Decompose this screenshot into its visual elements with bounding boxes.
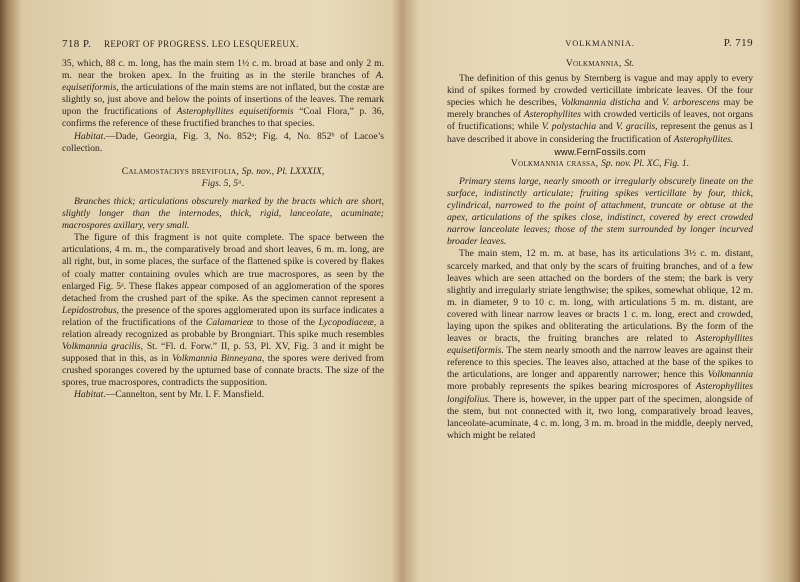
left-page-number: 718 P. <box>62 38 92 50</box>
left-text-3i: St. “Fl. d. Forw.” II, p. 53, Pl. XV, Fig. 3 and it might be supposed that in this, as in <box>62 341 384 365</box>
right-page-number: P. 719 <box>723 37 753 49</box>
right-text-1b: Volkmannia distichа <box>560 97 641 109</box>
right-text-3a: The main stem, 12 m. m. at base, has its articulations 3½ c. m. distant, scarcely marked, and that only by the scars of fruiting branches, and of a few leaves which are seen attached on the borders of the stem; the bark is very slightly and irregularly striate lengthwise; the spikes, somewhat oblique, 12 m. m. in diameter, 9 to 10 c. m. long, with articulations 5 m. m. distant, are covered with linear narrow leaves or bracts 1 c. m. long, erect and crowded, laying upon the spikes and obliterating the articulations. By the form of the leaves or bracts, the fruiting branches are related to <box>447 248 753 345</box>
species-title-right: Volkmannia crassa, <box>510 157 602 169</box>
left-page-body <box>62 58 384 402</box>
right-text-1c: and <box>640 97 663 109</box>
right-running-head: VOLKMANNIA. <box>565 38 635 48</box>
right-text-1j: V. gracilis, <box>615 121 658 133</box>
right-page <box>447 0 753 582</box>
right-text-1g: with crowded verticils of leaves, not organs of fructifications; while <box>447 109 753 133</box>
right-text-1l: Asterophyllites. <box>673 133 734 145</box>
left-page <box>62 0 384 582</box>
genus-author: St. <box>624 58 635 69</box>
left-page-header <box>62 38 384 52</box>
right-text-1i: and <box>596 121 616 133</box>
right-text-1f: Asterophyllites <box>523 109 582 121</box>
left-text-1e: “Coal Flora,” p. 36, confirms the reference of these fructified branches to that species. <box>62 106 384 130</box>
right-page-body <box>447 58 753 442</box>
left-running-head: REPORT OF PROGRESS. LEO LESQUEREUX. <box>103 39 299 49</box>
right-text-3b: Asterophyllites equisetiformis. <box>447 333 753 357</box>
right-page-header <box>447 38 753 52</box>
species-title-left: Calamostachys brevifolia, <box>121 165 242 177</box>
left-text-3k: the spores were derived from crushed sporanges covered by the upturned base of connate bracts. The size of the spores, true macrospores, contradicts the supposition. <box>62 353 384 389</box>
right-text-3e: more probably represents the spikes bearing microspores of <box>447 381 696 393</box>
left-text-3h: Volkmannia gracilis, <box>62 341 143 353</box>
right-text-3d: Volkmannia <box>707 369 753 381</box>
right-text-1d: V. arborescens <box>662 97 720 109</box>
left-text-1a: 35, which, 88 c. m. long, has the main stem 1½ c. m. broad at base and only 2 m. m. near the broken apex. In the fruiting as in the sterile branches of <box>62 58 384 82</box>
left-text-3b: Lepidostrobus, <box>62 304 119 316</box>
left-text-3e: to those of the <box>253 316 319 328</box>
right-text-1h: V. polystachia <box>541 121 597 133</box>
left-habitat-label-2: Habitat. <box>74 389 106 401</box>
left-text-3f: Lycopodiaceæ, <box>318 316 377 328</box>
left-habitat-2: —Cannelton, sent by Mr. I. F. Mansfield. <box>105 389 265 401</box>
left-text-1c: the articulations of the main stems are not inflated, but the costæ are slightly so, just above and below the points of insertions of the leaves. The remark upon the fructifications of <box>62 82 384 118</box>
left-habitat-label-1: Habitat. <box>74 130 106 142</box>
left-text-3j: Volkmannia Binneyana, <box>172 353 265 365</box>
species-ref-right: Sp. nov. Pl. XC, Fig. 1. <box>601 157 690 169</box>
genus-title: Volkmannia, <box>565 58 625 69</box>
left-text-3a: The figure of this fragment is not quite complete. The space between the articulations, 4 m. m., the comparatively broad and short leaves, 6 m. m. long, are all right, but, in some places, the surface of the flattened spike is covered by flakes of coaly matter containing ovules which are true macrospores, as seen by the enlarged Fig. 5ᵃ. These flakes appear composed of an agglomeration of the spores detached from the crushed part of the spike. As the specimen cannot represent a <box>62 232 384 304</box>
right-text-3g: There is, however, in the upper part of the specimen, alongside of the stem, but not connected with it, two long, comparatively broad leaves, lanceolate-acuminate, 4 c. m. long, 3 m. m. broad in the middle, deeply nerved, which might be related <box>447 393 753 441</box>
watermark-text: www.FernFossils.com <box>554 146 646 157</box>
left-text-3c: the presence of the spores agglomerated upon its surface indicates a relation of the fructifications of the <box>62 304 384 328</box>
left-text-3g: a relation already recognized as probable by Brongniart. This spike much resembles <box>62 316 384 340</box>
right-diagnosis: Primary stems large, nearly smooth or irregularly obscurely lineate on the surface, indistinctly articulate; fruiting spikes verticillate by four, thick, cylindrical, narrowed to the point of attachment, truncate or obtuse at the apex, articulations of the spikes close, indistinct, covered by erect crowded narrow lanceolate leaves; those of the stem surrounded by longer incurved broader leaves. <box>447 175 753 248</box>
left-text-3d: Calamarieæ <box>205 316 254 328</box>
species-ref-left: Sp. nov., Pl. LXXXIX, <box>241 165 325 177</box>
right-text-1e: may be merely branches of <box>447 97 753 121</box>
right-text-1k: represent the genus as I have described it above in considering the fructification of <box>447 121 753 145</box>
left-diagnosis: Branches thick; articulations obscurely marked by the bracts which are short, slightly longer than the internodes, thick, rigid, lanceolate, acuminate; macrospores axillary, very small. <box>62 195 384 232</box>
species-figs-left: Figs. 5, 5ᵃ. <box>201 177 245 189</box>
left-text-1d: Asterophyllites equisetiformis <box>176 106 294 118</box>
right-text-3c: The stem nearly smooth and the narrow leaves are against their reference to this species. The leaves also, attached at the base of the spikes to the articulations, are longer and apparently narrower; hence this <box>447 345 753 381</box>
left-text-1b: A. equisetiformis, <box>62 70 384 94</box>
right-text-1a: The definition of this genus by Sternberg is vague and may apply to every kind of spikes formed by crowded verticillate imbricate leaves. Of the four species which he describes, <box>447 73 753 109</box>
right-text-3f: Asterophyllites longifolius. <box>447 381 753 405</box>
left-habitat-1: —Dade, Georgia, Fig. 3, No. 852ᵃ; Fig. 4, No. 852ᵇ of Lacoe’s collection. <box>62 130 384 154</box>
